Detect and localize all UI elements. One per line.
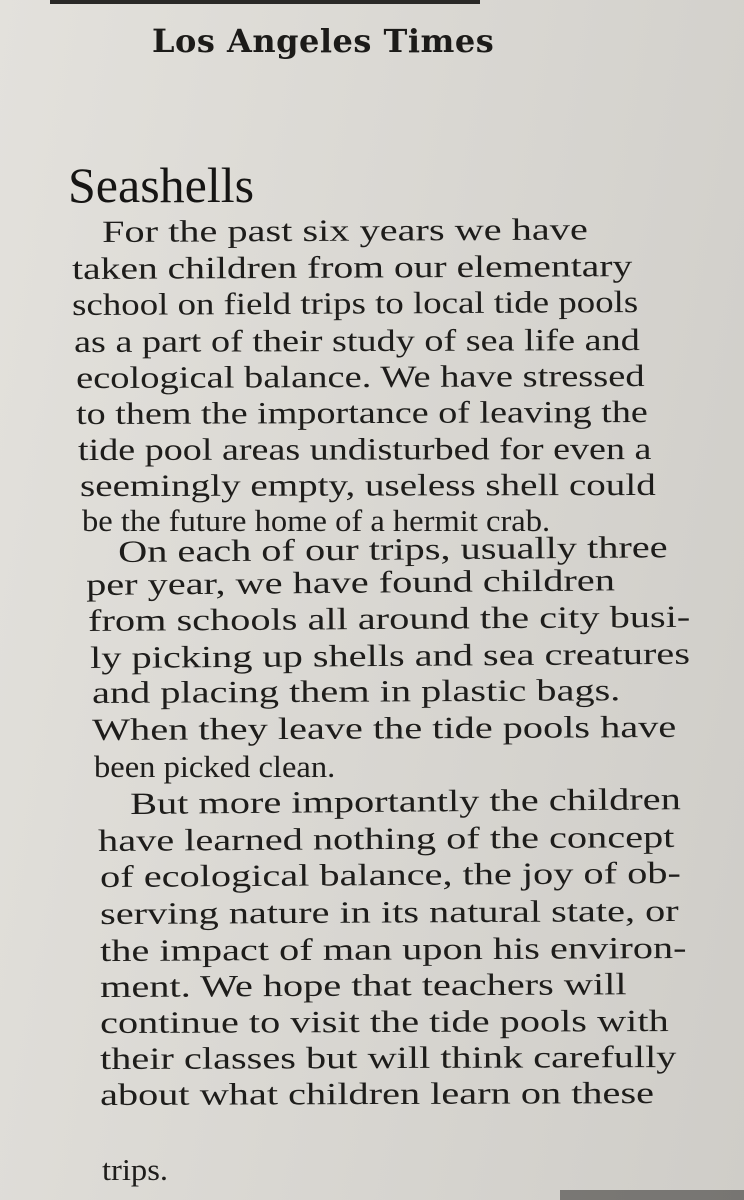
article-line: ecological balance. We have stressed [75,358,645,395]
article-line: When they leave the tide pools have [91,708,677,747]
article-line: their classes but will think carefully [99,1038,677,1076]
article-line: On each of our trips, usually three [117,529,668,569]
newspaper-masthead: Los Angeles Times [152,22,495,60]
article-line: as a part of their study of sea life and [73,322,640,359]
article-line: taken children from our elementary [71,248,633,286]
article-headline: Seashells [68,157,255,213]
article-line: seemingly empty, useless shell could [79,466,656,503]
article-line: of ecological balance, the joy of ob- [99,854,681,894]
article-line: per year, we have found children [85,562,616,602]
article-line: school on field trips to local tide pools [71,284,639,322]
article-line: For the past six years we have [101,211,588,249]
article-line: to them the importance of leaving the [75,394,648,431]
article-line: But more importantly the children [129,781,681,821]
article-line: about what children learn on these [99,1075,655,1112]
page-edge-strip [560,1190,744,1200]
article-line: the impact of man upon his environ- [99,929,687,968]
article-line: been picked clean. [94,749,336,784]
article-line: continue to visit the tide pools with [99,1003,669,1040]
article-line: and placing them in plastic bags. [91,672,621,710]
article-line: have learned nothing of the concept [97,818,675,858]
article-line: serving nature in its natural state, or [99,892,679,931]
article-line: from schools all around the city busi- [87,598,691,638]
article-line: trips. [102,1152,169,1187]
article-line: be the future home of a hermit crab. [82,503,551,538]
article-line: ment. We hope that teachers will [99,966,627,1004]
article-line: tide pool areas undisturbed for even a [77,430,652,467]
article-line: ly picking up shells and sea creatures [89,635,691,675]
